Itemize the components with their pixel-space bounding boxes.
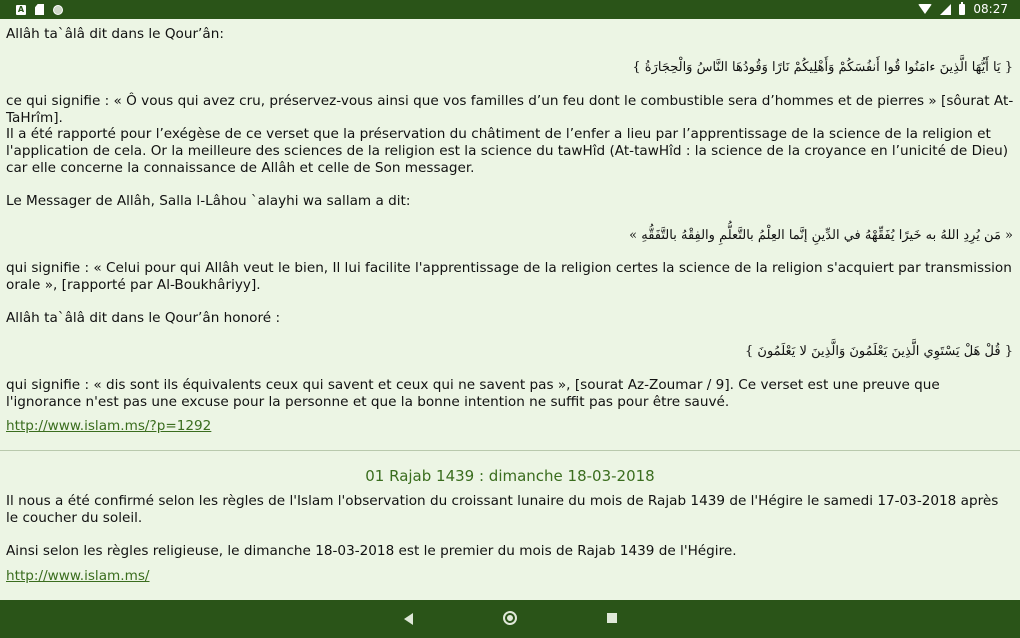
- article-link-2[interactable]: http://www.islam.ms/: [6, 568, 150, 584]
- messenger-text: Le Messager de Allâh, Salla l-Lâhou `alayhi wa sallam a dit:: [6, 193, 411, 209]
- recent-apps-icon[interactable]: [607, 613, 617, 623]
- arabic-hadith: « مَن يُرِدِ اللهُ به خَيرًا يُفَقِّهْهُ في الدِّينِ إنَّما العِلْمُ بالتَّعلُّمِ والفِقْهُ بالتَّفَقُّهِ »: [629, 228, 1013, 243]
- a-notification-icon: A: [17, 4, 25, 14]
- back-icon[interactable]: [404, 613, 413, 625]
- intro-text: Allâh ta`âlâ dit dans le Qour’ân:: [6, 26, 224, 42]
- article-link-1[interactable]: http://www.islam.ms/?p=1292: [6, 418, 212, 434]
- arabic-verse-2: { قُلْ هَلْ يَسْتَوِي الَّذِينَ يَعْلَمُونَ وَالَّذِينَ لا يَعْلَمُونَ }: [745, 344, 1013, 359]
- verse-2-meaning: qui signifie : « dis sont ils équivalents ceux qui savent et ceux qui ne savent pas », [sourat Az-Zoumar / 9]. Ce verset est une preuve que l'ignorance n'est pas une excuse pour la personne et que la bonne intention ne suffit pas pour être sauvé.: [6, 377, 940, 410]
- circle-icon: [53, 5, 63, 15]
- article-2-paragraph-2: Ainsi selon les règles religieuse, le dimanche 18-03-2018 est le premier du mois de Rajab 1439 de l'Hégire.: [6, 543, 737, 559]
- system-icons: [918, 2, 1008, 16]
- intro-text-2: Allâh ta`âlâ dit dans le Qour’ân honoré :: [6, 310, 281, 326]
- sd-card-icon: [35, 4, 44, 15]
- explanation-text: Il a été rapporté pour l’exégèse de ce verset que la préservation du châtiment de l’enfer a lieu par l’apprentissage de la science de la religion et l'application de cela. Or la meilleure des sciences de la religion est la science du tawHîd (At-tawHîd : la science de la croyance en l’unicité de Dieu) car elle concerne la connaissance de Allâh et celle de Son messager.: [6, 126, 1009, 176]
- article-2-paragraph-1: Il nous a été confirmé selon les règles de l'Islam l'observation du croissant lunaire du mois de Rajab 1439 de l'Hégire le samedi 17-03-2018 après le coucher du soleil.: [6, 493, 999, 526]
- divider: [0, 450, 1020, 451]
- notification-icons: [16, 4, 63, 15]
- verse-1-meaning: ce qui signifie : « Ô vous qui avez cru, préservez-vous ainsi que vos familles d’un feu dont le combustible sera d’hommes et de pierres » [sôurat At-TaHrîm].: [6, 93, 1014, 126]
- clock: 08:27: [973, 2, 1008, 16]
- article-content[interactable]: [0, 19, 1020, 600]
- article-2-title: 01 Rajab 1439 : dimanche 18-03-2018: [365, 467, 655, 485]
- status-bar: [0, 0, 1020, 19]
- navigation-bar: [0, 600, 1020, 638]
- signal-icon: [940, 4, 951, 15]
- battery-icon: [959, 4, 965, 15]
- arabic-verse-1: { يَا أَيُّهَا الَّذِينَ ءامَنُوا قُوا أَنفُسَكُمْ وَأَهْلِيكُمْ نَارًا وَقُودُهَا النَّاسُ وَالْحِجَارَةُ }: [632, 60, 1013, 75]
- home-icon[interactable]: [503, 611, 517, 625]
- wifi-icon: [918, 4, 932, 14]
- hadith-meaning: qui signifie : « Celui pour qui Allâh veut le bien, Il lui facilite l'apprentissage de la religion certes la science de la religion s'acquiert par transmission orale », [rapporté par Al-Boukhâriyy].: [6, 260, 1012, 293]
